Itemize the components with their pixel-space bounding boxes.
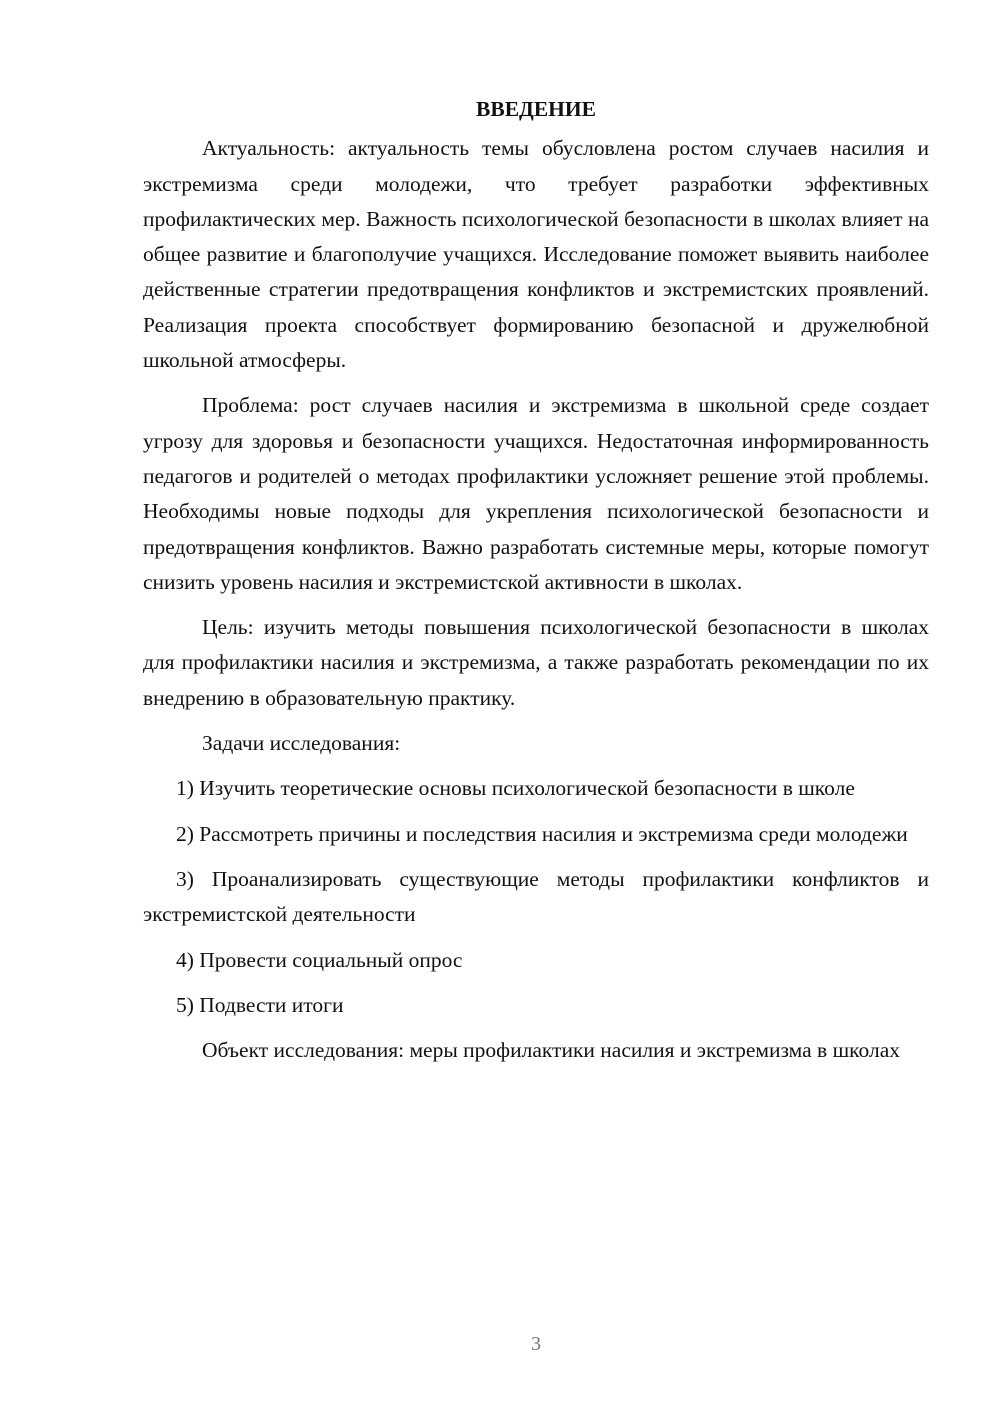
page-number: 3 — [531, 1333, 541, 1355]
object-paragraph: Объект исследования: меры профилактики насилия и экстремизма в школах — [202, 1038, 900, 1063]
task-item-4: 4) Провести социальный опрос — [176, 947, 463, 972]
document-page — [143, 92, 929, 1078]
task-item-2: 2) Рассмотреть причины и последствия насилия и экстремизма среди молодежи — [176, 821, 908, 846]
task-item-5: 5) Подвести итоги — [176, 992, 344, 1017]
goal-paragraph: Цель: изучить методы повышения психологической безопасности в школах для профилактики насилия и экстремизма, а также разработать рекомендации по их внедрению в образовательную практику. — [143, 615, 929, 710]
problem-paragraph: Проблема: рост случаев насилия и экстремизма в школьной среде создает угрозу для здоровья и безопасности учащихся. Недостаточная информированность педагогов и родителей о методах профилактики усложняет решение этой проблемы. Необходимы новые подходы для укрепления психологической безопасности и предотвращения конфликтов. Важно разработать системные меры, которые помогут снизить уровень насилия и экстремистской активности в школах. — [143, 393, 929, 594]
section-heading: ВВЕДЕНИЕ — [476, 97, 596, 121]
relevance-paragraph: Актуальность: актуальность темы обусловлена ростом случаев насилия и экстремизма среди молодежи, что требует разработки эффективных профилактических мер. Важность психологической безопасности в школах влияет на общее развитие и благополучие учащихся. Исследование поможет выявить наиболее действенные стратегии предотвращения конфликтов и экстремистских проявлений. Реализация проекта способствует формированию безопасной и дружелюбной школьной атмосферы. — [143, 136, 929, 373]
task-item-3: 3) Проанализировать существующие методы профилактики конфликтов и экстремистской деятельности — [143, 866, 929, 927]
task-item-1: 1) Изучить теоретические основы психологической безопасности в школе — [176, 776, 855, 801]
tasks-title: Задачи исследования: — [202, 731, 401, 756]
